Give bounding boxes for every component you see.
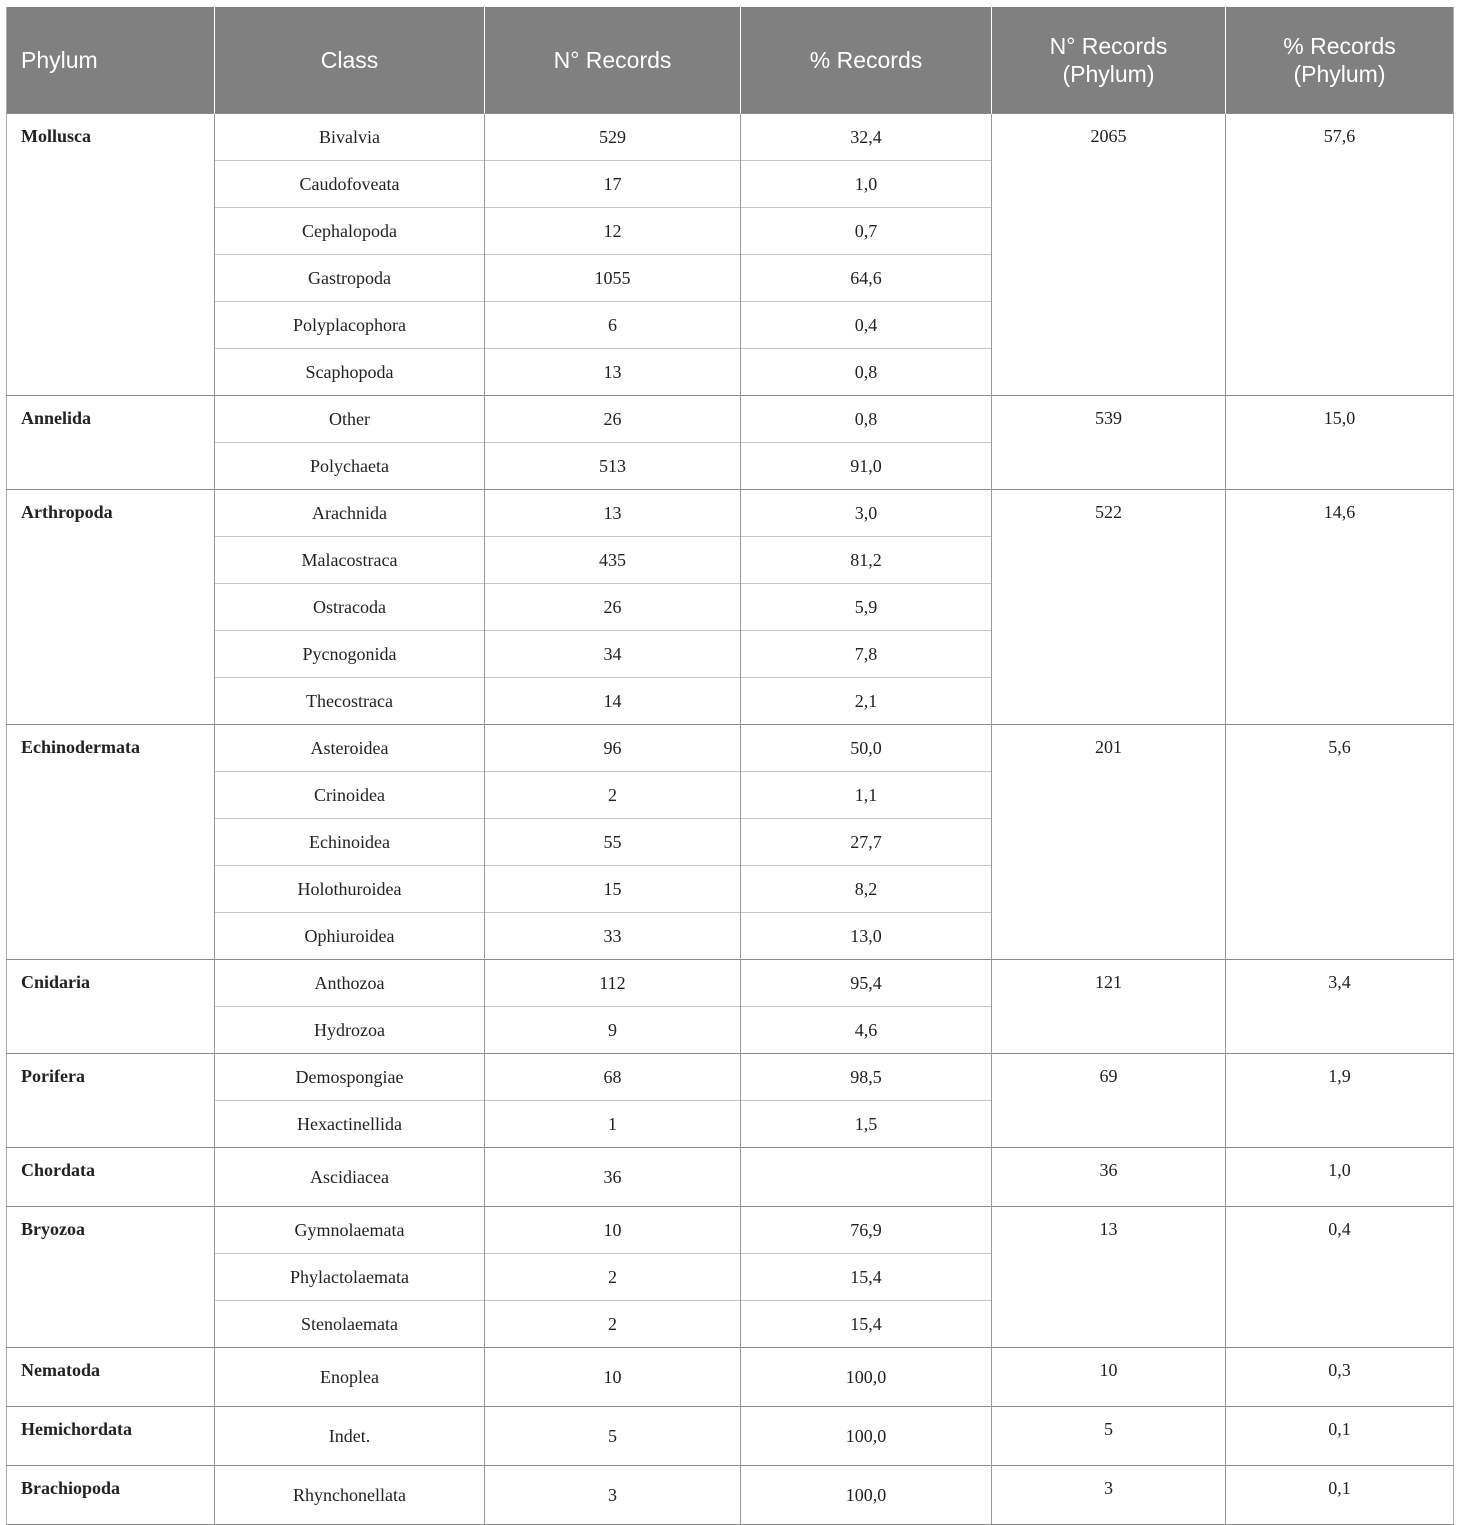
n-records-phylum-cell: 69: [992, 1054, 1226, 1148]
pct-records-cell: 1,5: [741, 1101, 992, 1148]
pct-records-cell: 1,1: [741, 772, 992, 819]
n-records-cell: 435: [485, 537, 741, 584]
pct-records-cell: 0,8: [741, 396, 992, 443]
class-cell: Malacostraca: [215, 537, 485, 584]
n-records-phylum-cell: 10: [992, 1348, 1226, 1407]
class-cell: Hydrozoa: [215, 1007, 485, 1054]
n-records-cell: 15: [485, 866, 741, 913]
pct-records-cell: 4,6: [741, 1007, 992, 1054]
table-row: [7, 1466, 1454, 1525]
class-cell: Polychaeta: [215, 443, 485, 490]
pct-records-cell: 1,0: [741, 161, 992, 208]
class-cell: Echinoidea: [215, 819, 485, 866]
n-records-cell: 26: [485, 584, 741, 631]
n-records-cell: 5: [485, 1407, 741, 1466]
n-records-phylum-cell: 5: [992, 1407, 1226, 1466]
records-table: [6, 7, 1454, 1525]
pct-records-cell: 95,4: [741, 960, 992, 1007]
pct-records-cell: 50,0: [741, 725, 992, 772]
pct-records-phylum-cell: 5,6: [1226, 725, 1454, 960]
phylum-cell: Nematoda: [7, 1348, 215, 1407]
table-row: [7, 1348, 1454, 1407]
n-records-phylum-cell: 36: [992, 1148, 1226, 1207]
phylum-cell: Mollusca: [7, 114, 215, 396]
phylum-cell: Brachiopoda: [7, 1466, 215, 1525]
header-row: [7, 7, 1454, 114]
n-records-cell: 14: [485, 678, 741, 725]
class-cell: Holothuroidea: [215, 866, 485, 913]
n-records-phylum-cell: 539: [992, 396, 1226, 490]
n-records-cell: 529: [485, 114, 741, 161]
pct-records-cell: 100,0: [741, 1407, 992, 1466]
pct-records-cell: 91,0: [741, 443, 992, 490]
pct-records-cell: 27,7: [741, 819, 992, 866]
table-row: [7, 725, 1454, 772]
class-cell: Thecostraca: [215, 678, 485, 725]
pct-records-cell: 15,4: [741, 1301, 992, 1348]
pct-records-phylum-cell: 0,1: [1226, 1407, 1454, 1466]
table-row: [7, 490, 1454, 537]
pct-records-cell: 81,2: [741, 537, 992, 584]
n-records-cell: 13: [485, 490, 741, 537]
pct-records-cell: 100,0: [741, 1348, 992, 1407]
class-cell: Ophiuroidea: [215, 913, 485, 960]
pct-records-cell: 76,9: [741, 1207, 992, 1254]
pct-records-cell: 100,0: [741, 1466, 992, 1525]
pct-records-phylum-cell: 1,0: [1226, 1148, 1454, 1207]
class-cell: Pycnogonida: [215, 631, 485, 678]
pct-records-cell: 13,0: [741, 913, 992, 960]
class-cell: Gastropoda: [215, 255, 485, 302]
header-pct-records-phylum: % Records (Phylum): [1226, 7, 1454, 114]
phylum-cell: Echinodermata: [7, 725, 215, 960]
class-cell: Phylactolaemata: [215, 1254, 485, 1301]
phylum-cell: Annelida: [7, 396, 215, 490]
n-records-cell: 2: [485, 772, 741, 819]
pct-records-cell: 7,8: [741, 631, 992, 678]
table-header: [7, 7, 1454, 114]
n-records-phylum-cell: 13: [992, 1207, 1226, 1348]
n-records-cell: 13: [485, 349, 741, 396]
table-row: [7, 1207, 1454, 1254]
n-records-cell: 3: [485, 1466, 741, 1525]
n-records-cell: 68: [485, 1054, 741, 1101]
n-records-phylum-cell: 121: [992, 960, 1226, 1054]
class-cell: Indet.: [215, 1407, 485, 1466]
n-records-cell: 513: [485, 443, 741, 490]
pct-records-cell: 3,0: [741, 490, 992, 537]
class-cell: Ascidiacea: [215, 1148, 485, 1207]
class-cell: Crinoidea: [215, 772, 485, 819]
n-records-cell: 10: [485, 1348, 741, 1407]
pct-records-phylum-cell: 3,4: [1226, 960, 1454, 1054]
class-cell: Asteroidea: [215, 725, 485, 772]
n-records-cell: 34: [485, 631, 741, 678]
pct-records-phylum-cell: 0,1: [1226, 1466, 1454, 1525]
n-records-phylum-cell: 2065: [992, 114, 1226, 396]
n-records-phylum-cell: 522: [992, 490, 1226, 725]
header-phylum: Phylum: [7, 7, 215, 114]
pct-records-cell: 32,4: [741, 114, 992, 161]
pct-records-phylum-cell: 0,4: [1226, 1207, 1454, 1348]
pct-records-phylum-cell: 1,9: [1226, 1054, 1454, 1148]
phylum-cell: Bryozoa: [7, 1207, 215, 1348]
class-cell: Demospongiae: [215, 1054, 485, 1101]
n-records-cell: 1055: [485, 255, 741, 302]
pct-records-phylum-cell: 57,6: [1226, 114, 1454, 396]
n-records-cell: 36: [485, 1148, 741, 1207]
class-cell: Cephalopoda: [215, 208, 485, 255]
pct-records-cell: 98,5: [741, 1054, 992, 1101]
header-n-records-phylum: N° Records (Phylum): [992, 7, 1226, 114]
n-records-cell: 12: [485, 208, 741, 255]
pct-records-cell: 64,6: [741, 255, 992, 302]
pct-records-cell: 0,8: [741, 349, 992, 396]
class-cell: Gymnolaemata: [215, 1207, 485, 1254]
pct-records-cell: 8,2: [741, 866, 992, 913]
pct-records-cell: [741, 1148, 992, 1207]
n-records-cell: 96: [485, 725, 741, 772]
table-row: [7, 114, 1454, 161]
pct-records-cell: 0,7: [741, 208, 992, 255]
pct-records-cell: 2,1: [741, 678, 992, 725]
n-records-cell: 2: [485, 1254, 741, 1301]
class-cell: Ostracoda: [215, 584, 485, 631]
class-cell: Bivalvia: [215, 114, 485, 161]
phylum-cell: Porifera: [7, 1054, 215, 1148]
pct-records-phylum-cell: 14,6: [1226, 490, 1454, 725]
table-row: [7, 960, 1454, 1007]
n-records-phylum-cell: 3: [992, 1466, 1226, 1525]
n-records-cell: 33: [485, 913, 741, 960]
class-cell: Scaphopoda: [215, 349, 485, 396]
n-records-cell: 55: [485, 819, 741, 866]
pct-records-cell: 5,9: [741, 584, 992, 631]
phylum-cell: Cnidaria: [7, 960, 215, 1054]
class-cell: Polyplacophora: [215, 302, 485, 349]
class-cell: Anthozoa: [215, 960, 485, 1007]
n-records-cell: 2: [485, 1301, 741, 1348]
n-records-cell: 6: [485, 302, 741, 349]
pct-records-cell: 15,4: [741, 1254, 992, 1301]
header-pct-records: % Records: [741, 7, 992, 114]
table-row: [7, 1148, 1454, 1207]
phylum-cell: Arthropoda: [7, 490, 215, 725]
header-n-records: N° Records: [485, 7, 741, 114]
n-records-cell: 17: [485, 161, 741, 208]
class-cell: Enoplea: [215, 1348, 485, 1407]
phylum-cell: Hemichordata: [7, 1407, 215, 1466]
n-records-cell: 10: [485, 1207, 741, 1254]
class-cell: Caudofoveata: [215, 161, 485, 208]
n-records-cell: 1: [485, 1101, 741, 1148]
pct-records-phylum-cell: 15,0: [1226, 396, 1454, 490]
table-row: [7, 1407, 1454, 1466]
phylum-cell: Chordata: [7, 1148, 215, 1207]
n-records-phylum-cell: 201: [992, 725, 1226, 960]
n-records-cell: 112: [485, 960, 741, 1007]
class-cell: Other: [215, 396, 485, 443]
n-records-cell: 9: [485, 1007, 741, 1054]
pct-records-phylum-cell: 0,3: [1226, 1348, 1454, 1407]
table-body: [7, 114, 1454, 1525]
table-row: [7, 396, 1454, 443]
n-records-cell: 26: [485, 396, 741, 443]
table-row: [7, 1054, 1454, 1101]
class-cell: Rhynchonellata: [215, 1466, 485, 1525]
pct-records-cell: 0,4: [741, 302, 992, 349]
header-class: Class: [215, 7, 485, 114]
class-cell: Stenolaemata: [215, 1301, 485, 1348]
class-cell: Hexactinellida: [215, 1101, 485, 1148]
class-cell: Arachnida: [215, 490, 485, 537]
